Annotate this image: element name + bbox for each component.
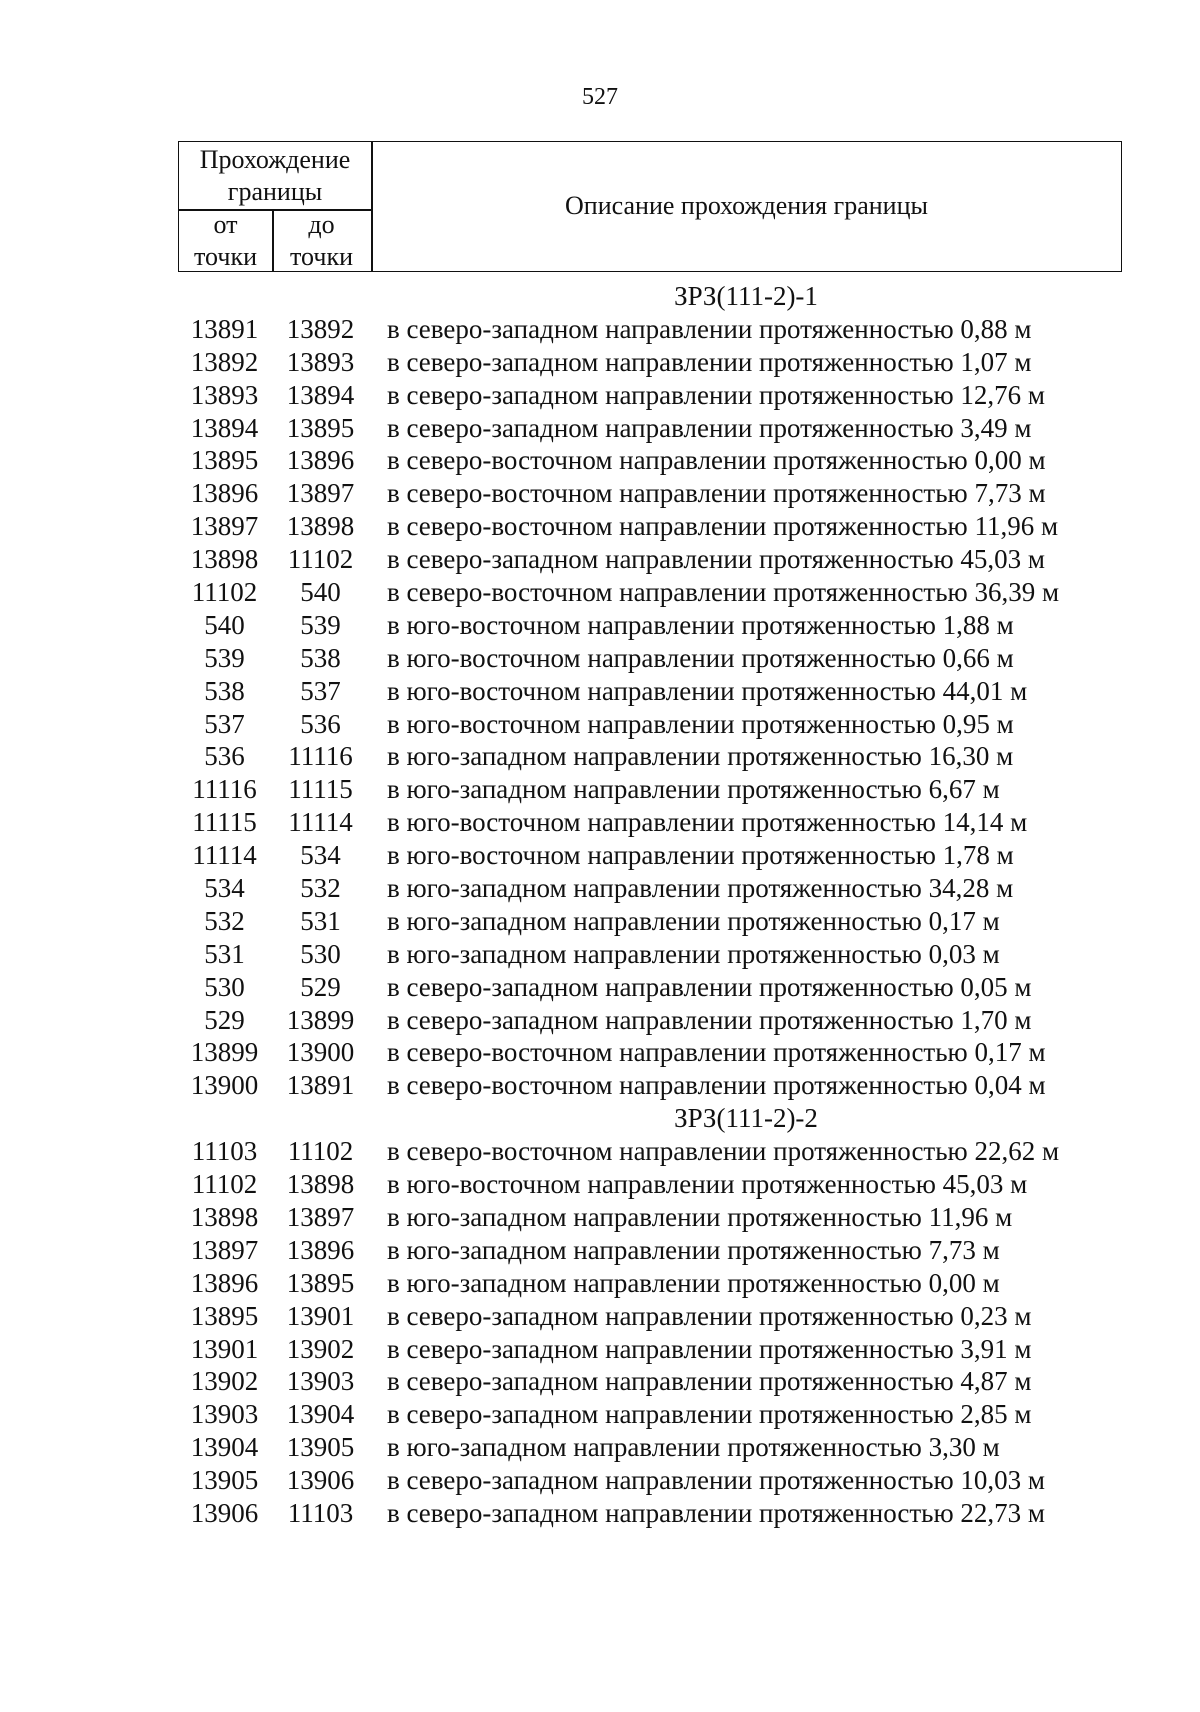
- header-to: [272, 209, 371, 273]
- table-row: [178, 675, 1122, 708]
- to-point-cell: 13896: [286, 1234, 355, 1265]
- table-body: [178, 280, 1122, 1530]
- from-point-cell: 11102: [191, 1169, 258, 1200]
- section-title-row: [178, 280, 1122, 313]
- description-cell: в северо-восточном направлении протяженностью 36,39 м: [387, 577, 1060, 608]
- description-cell: в юго-восточном направлении протяженностью 1,88 м: [387, 609, 1014, 640]
- to-point-cell: 13897: [286, 478, 355, 509]
- table-row: [178, 1201, 1122, 1234]
- description-cell: в северо-восточном направлении протяженностью 0,04 м: [387, 1070, 1046, 1101]
- table-row: [178, 346, 1122, 379]
- description-cell: в юго-восточном направлении протяженностью 45,03 м: [387, 1169, 1028, 1200]
- from-point-cell: 13900: [190, 1070, 259, 1101]
- description-cell: в юго-восточном направлении протяженностью 1,78 м: [387, 840, 1014, 871]
- table-row: [178, 1365, 1122, 1398]
- from-point-cell: 13898: [190, 1201, 259, 1232]
- header-to-line1: до: [308, 210, 335, 239]
- from-point-cell: 11115: [192, 807, 257, 838]
- description-cell: в северо-западном направлении протяженностью 22,73 м: [387, 1497, 1045, 1528]
- table-row: [178, 708, 1122, 741]
- to-point-cell: 540: [300, 577, 341, 608]
- description-cell: в северо-западном направлении протяженностью 0,23 м: [387, 1300, 1032, 1331]
- header-group-title: [179, 144, 371, 208]
- from-point-cell: 13905: [190, 1465, 259, 1496]
- from-point-cell: 13894: [190, 412, 259, 443]
- from-point-cell: 13895: [190, 1300, 259, 1331]
- table-row: [178, 1431, 1122, 1464]
- header-to-line2: точки: [290, 242, 353, 271]
- to-point-cell: 13895: [286, 1267, 355, 1298]
- to-point-cell: 13895: [286, 412, 355, 443]
- to-point-cell: 11102: [287, 544, 354, 575]
- to-point-cell: 11116: [288, 741, 353, 772]
- from-point-cell: 13903: [190, 1399, 259, 1430]
- description-cell: в северо-западном направлении протяженностью 0,05 м: [387, 971, 1032, 1002]
- description-cell: в юго-западном направлении протяженностью 34,28 м: [387, 873, 1014, 904]
- description-cell: в юго-восточном направлении протяженностью 0,95 м: [387, 708, 1014, 739]
- from-point-cell: 536: [204, 741, 245, 772]
- from-point-cell: 13906: [190, 1497, 259, 1528]
- to-point-cell: 13903: [286, 1366, 355, 1397]
- to-point-cell: 536: [300, 708, 341, 739]
- section-title: ЗРЗ(111-2)-2: [674, 1103, 818, 1134]
- from-point-cell: 13895: [190, 445, 259, 476]
- description-cell: в юго-западном направлении протяженностью 7,73 м: [387, 1234, 1000, 1265]
- to-point-cell: 531: [300, 905, 341, 936]
- table-row: [178, 576, 1122, 609]
- from-point-cell: 13896: [190, 478, 259, 509]
- to-point-cell: 13906: [286, 1465, 355, 1496]
- to-point-cell: 13901: [286, 1300, 355, 1331]
- description-cell: в северо-западном направлении протяженностью 4,87 м: [387, 1366, 1032, 1397]
- table-row: [178, 971, 1122, 1004]
- to-point-cell: 11103: [287, 1497, 354, 1528]
- description-cell: в северо-западном направлении протяженностью 10,03 м: [387, 1465, 1045, 1496]
- from-point-cell: 11114: [192, 840, 257, 871]
- from-point-cell: 11116: [192, 774, 257, 805]
- from-point-cell: 13898: [190, 544, 259, 575]
- description-cell: в северо-восточном направлении протяженностью 11,96 м: [387, 511, 1059, 542]
- header-from-line1: от: [213, 210, 238, 239]
- table-row: [178, 1168, 1122, 1201]
- table-row: [178, 806, 1122, 839]
- to-point-cell: 13904: [286, 1399, 355, 1430]
- table-row: [178, 1004, 1122, 1037]
- from-point-cell: 13904: [190, 1432, 259, 1463]
- table-header: [178, 141, 1122, 272]
- page-number: 527: [582, 84, 618, 110]
- from-point-cell: 13901: [190, 1333, 259, 1364]
- table-row: [178, 1234, 1122, 1267]
- to-point-cell: 538: [300, 642, 341, 673]
- to-point-cell: 539: [300, 609, 341, 640]
- table-row: [178, 412, 1122, 445]
- from-point-cell: 531: [204, 938, 245, 969]
- table-row: [178, 773, 1122, 806]
- table-row: [178, 1464, 1122, 1497]
- from-point-cell: 538: [204, 675, 245, 706]
- from-point-cell: 13902: [190, 1366, 259, 1397]
- to-point-cell: 13891: [286, 1070, 355, 1101]
- to-point-cell: 11115: [288, 774, 353, 805]
- to-point-cell: 13902: [286, 1333, 355, 1364]
- description-cell: в юго-западном направлении протяженностью 0,00 м: [387, 1267, 1000, 1298]
- table-row: [178, 1300, 1122, 1333]
- description-cell: в юго-западном направлении протяженностью 0,03 м: [387, 938, 1000, 969]
- to-point-cell: 530: [300, 938, 341, 969]
- table-row: [178, 1267, 1122, 1300]
- from-point-cell: 530: [204, 971, 245, 1002]
- description-cell: в северо-западном направлении протяженностью 45,03 м: [387, 544, 1045, 575]
- description-cell: в северо-западном направлении протяженностью 3,91 м: [387, 1333, 1032, 1364]
- header-group-line2: границы: [227, 177, 323, 206]
- from-point-cell: 529: [204, 1004, 245, 1035]
- table-row: [178, 1036, 1122, 1069]
- table-row: [178, 1135, 1122, 1168]
- table-row: [178, 444, 1122, 477]
- from-point-cell: 11102: [191, 577, 258, 608]
- description-cell: в юго-восточном направлении протяженностью 44,01 м: [387, 675, 1028, 706]
- header-group-line1: Прохождение: [199, 145, 351, 174]
- description-cell: в северо-западном направлении протяженностью 1,70 м: [387, 1004, 1032, 1035]
- to-point-cell: 13900: [286, 1037, 355, 1068]
- from-point-cell: 540: [204, 609, 245, 640]
- table-row: [178, 543, 1122, 576]
- to-point-cell: 13896: [286, 445, 355, 476]
- to-point-cell: 532: [300, 873, 341, 904]
- description-cell: в северо-западном направлении протяженностью 0,88 м: [387, 313, 1032, 344]
- description-cell: в юго-западном направлении протяженностью 16,30 м: [387, 741, 1014, 772]
- table-row: [178, 839, 1122, 872]
- table-row: [178, 872, 1122, 905]
- table-row: [178, 1497, 1122, 1530]
- description-cell: в юго-западном направлении протяженностью 6,67 м: [387, 774, 1000, 805]
- header-description: Описание прохождения границы: [565, 191, 928, 220]
- from-point-cell: 13899: [190, 1037, 259, 1068]
- table-row: [178, 379, 1122, 412]
- header-from-line2: точки: [194, 242, 257, 271]
- to-point-cell: 13898: [286, 1169, 355, 1200]
- table-row: [178, 1333, 1122, 1366]
- table-row: [178, 938, 1122, 971]
- from-point-cell: 13896: [190, 1267, 259, 1298]
- to-point-cell: 13898: [286, 511, 355, 542]
- description-cell: в юго-западном направлении протяженностью 11,96 м: [387, 1201, 1013, 1232]
- to-point-cell: 11114: [288, 807, 353, 838]
- description-cell: в юго-восточном направлении протяженностью 14,14 м: [387, 807, 1028, 838]
- description-cell: в северо-западном направлении протяженностью 1,07 м: [387, 346, 1032, 377]
- section-title: ЗРЗ(111-2)-1: [674, 281, 818, 311]
- to-point-cell: 529: [300, 971, 341, 1002]
- table-row: [178, 905, 1122, 938]
- description-cell: в юго-западном направлении протяженностью 3,30 м: [387, 1432, 1000, 1463]
- to-point-cell: 537: [300, 675, 341, 706]
- from-point-cell: 539: [204, 642, 245, 673]
- from-point-cell: 13897: [190, 1234, 259, 1265]
- description-cell: в северо-восточном направлении протяженностью 0,00 м: [387, 445, 1046, 476]
- from-point-cell: 532: [204, 905, 245, 936]
- to-point-cell: 11102: [287, 1136, 354, 1167]
- to-point-cell: 13899: [286, 1004, 355, 1035]
- table-row: [178, 642, 1122, 675]
- section-title-row: [178, 1102, 1122, 1135]
- description-cell: в северо-восточном направлении протяженностью 7,73 м: [387, 478, 1046, 509]
- table-row: [178, 510, 1122, 543]
- description-cell: в северо-западном направлении протяженностью 3,49 м: [387, 412, 1032, 443]
- description-cell: в северо-восточном направлении протяженностью 22,62 м: [387, 1136, 1060, 1167]
- to-point-cell: 13894: [286, 379, 355, 410]
- table-row: [178, 477, 1122, 510]
- to-point-cell: 13905: [286, 1432, 355, 1463]
- to-point-cell: 13892: [286, 313, 355, 344]
- from-point-cell: 13897: [190, 511, 259, 542]
- header-from: [179, 209, 272, 273]
- description-cell: в юго-восточном направлении протяженностью 0,66 м: [387, 642, 1014, 673]
- table-row: [178, 313, 1122, 346]
- to-point-cell: 13897: [286, 1201, 355, 1232]
- from-point-cell: 537: [204, 708, 245, 739]
- table-row: [178, 1069, 1122, 1102]
- from-point-cell: 13892: [190, 346, 259, 377]
- description-cell: в юго-западном направлении протяженностью 0,17 м: [387, 905, 1000, 936]
- table-row: [178, 740, 1122, 773]
- from-point-cell: 13893: [190, 379, 259, 410]
- to-point-cell: 13893: [286, 346, 355, 377]
- table-row: [178, 609, 1122, 642]
- from-point-cell: 534: [204, 873, 245, 904]
- description-cell: в северо-западном направлении протяженностью 12,76 м: [387, 379, 1045, 410]
- table-row: [178, 1398, 1122, 1431]
- from-point-cell: 13891: [190, 313, 259, 344]
- description-cell: в северо-восточном направлении протяженностью 0,17 м: [387, 1037, 1046, 1068]
- description-cell: в северо-западном направлении протяженностью 2,85 м: [387, 1399, 1032, 1430]
- from-point-cell: 11103: [191, 1136, 258, 1167]
- to-point-cell: 534: [300, 840, 341, 871]
